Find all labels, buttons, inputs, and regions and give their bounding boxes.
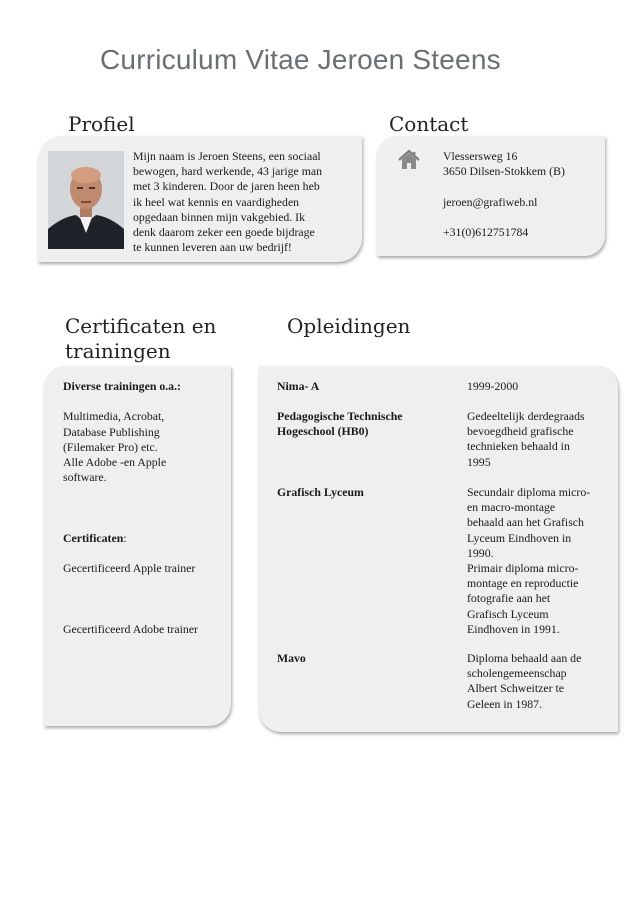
contact-city: 3650 Dilsen-Stokkem (B) — [443, 164, 565, 179]
description-line: Albert Schweitzer te — [467, 681, 564, 696]
training-line: software. — [63, 470, 107, 485]
school-line: Mavo — [277, 651, 306, 665]
apple-certificate: Gecertificeerd Apple trainer — [63, 561, 196, 576]
contact-heading: Contact — [389, 112, 469, 136]
certificates-card — [44, 366, 231, 726]
description-line: 1990. — [467, 545, 494, 560]
profile-line: ik heel wat kennis en vaardigheden — [133, 194, 300, 209]
profile-line: met 3 kinderen. Door de jaren heen heb — [133, 179, 320, 194]
education-description — [467, 379, 617, 394]
certificates-heading-line: Certificaten en — [65, 314, 217, 338]
education-card — [259, 366, 618, 732]
adobe-certificate: Gecertificeerd Adobe trainer — [63, 622, 198, 637]
training-line: (Filemaker Pro) etc. — [63, 439, 158, 454]
contact-card — [377, 136, 605, 256]
trainings-title: Diverse trainingen o.a.: — [63, 379, 181, 393]
school-line: Hogeschool (HB0) — [277, 424, 369, 439]
certificates-title — [63, 531, 228, 546]
description-line: Geleen in 1987. — [467, 696, 543, 711]
certificates-heading-line: trainingen — [65, 339, 171, 363]
home-icon — [397, 148, 421, 172]
profile-line: bewogen, hard werkende, 43 jarige man — [133, 164, 323, 179]
contact-details — [443, 149, 603, 240]
description-line: Gedeeltelijk derdegraads — [467, 409, 585, 423]
description-line: Secundair diploma micro- — [467, 485, 591, 499]
certificates-title-colon: : — [123, 530, 127, 545]
education-school — [277, 409, 447, 439]
education-heading: Opleidingen — [287, 314, 411, 338]
description-line: 1995 — [467, 454, 491, 469]
description-line: Diploma behaald aan de — [467, 651, 582, 665]
description-line: scholengemeenschap — [467, 666, 567, 681]
training-line: Alle Adobe -en Apple — [63, 455, 167, 469]
description-line: montage en reproductie — [467, 576, 579, 591]
description-line: Eindhoven in 1991. — [467, 621, 560, 636]
profile-line: te kunnen leveren aan uw bedrijf! — [133, 240, 292, 255]
description-line: technieken behaald in — [467, 439, 570, 454]
description-line: bevoegdheid grafische — [467, 424, 574, 439]
profile-line: opgedaan binnen mijn vakgebied. Ik — [133, 209, 305, 224]
school-line: Pedagogische Technische — [277, 409, 403, 423]
education-description — [467, 651, 617, 712]
school-line: Grafisch Lyceum — [277, 485, 364, 499]
profile-line: Mijn naam is Jeroen Steens, een sociaal — [133, 149, 321, 163]
description-line: fotografie aan het — [467, 591, 551, 606]
description-line: Grafisch Lyceum — [467, 606, 549, 621]
description-line: 1999-2000 — [467, 379, 519, 393]
contact-street: Vlessersweg 16 — [443, 149, 518, 163]
description-line: behaald aan het Grafisch — [467, 515, 584, 530]
page-title: Curriculum Vitae Jeroen Steens — [100, 44, 501, 75]
certificates-title-word: Certificaten — [63, 530, 124, 545]
education-description — [467, 409, 617, 470]
profile-heading: Profiel — [68, 112, 135, 136]
contact-phone[interactable]: +31(0)612751784 — [443, 224, 529, 239]
profile-text — [133, 149, 359, 255]
training-line: Multimedia, Acrobat, — [63, 409, 165, 424]
education-school — [277, 651, 447, 666]
description-line: Lyceum Eindhoven in — [467, 530, 572, 545]
description-line: en macro-montage — [467, 500, 556, 515]
contact-email[interactable]: jeroen@grafiweb.nl — [443, 194, 538, 209]
training-line: Database Publishing — [63, 424, 160, 439]
education-school — [277, 379, 447, 394]
education-description — [467, 485, 617, 637]
profile-photo — [48, 151, 124, 249]
certificates-heading — [65, 314, 216, 364]
certificates-content — [63, 379, 228, 637]
education-school — [277, 485, 447, 500]
school-line: Nima- A — [277, 379, 320, 393]
description-line: Primair diploma micro- — [467, 561, 579, 576]
profile-line: denk daarom zeker een goede bijdrage — [133, 225, 315, 240]
profile-card — [38, 136, 362, 262]
